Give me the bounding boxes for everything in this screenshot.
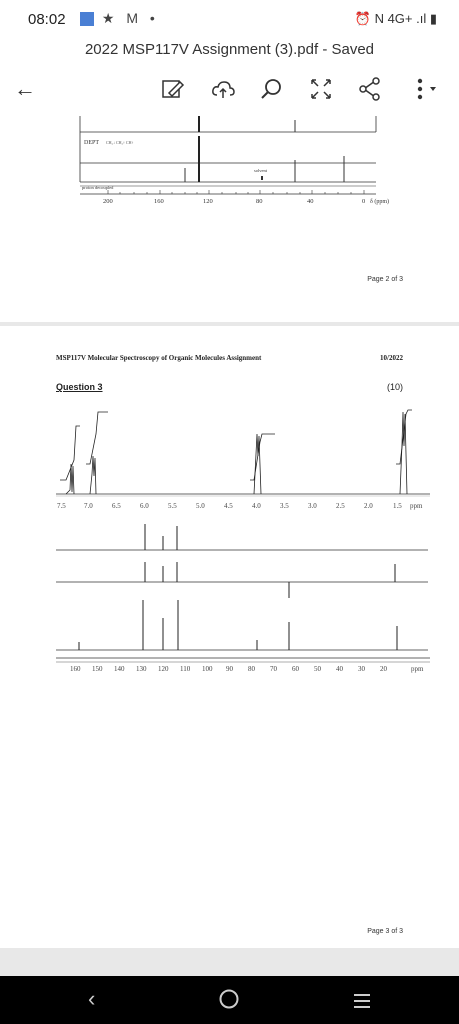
- h-tick-4.5: 4.5: [224, 502, 233, 510]
- more-icon[interactable]: [410, 76, 450, 102]
- status-bar: [0, 0, 459, 36]
- h-tick-7.5: 7.5: [57, 502, 66, 510]
- share-icon[interactable]: [357, 76, 383, 102]
- edit-icon[interactable]: [160, 76, 186, 102]
- app-notification-icon: [80, 12, 94, 26]
- star-icon: ★: [101, 10, 119, 26]
- back-arrow-icon[interactable]: ←: [14, 76, 36, 101]
- home-nav-icon[interactable]: [218, 988, 240, 1016]
- tick-0: 0: [362, 198, 366, 205]
- dot-icon: •: [149, 10, 159, 26]
- c13-nmr-spectrum: [0, 522, 459, 682]
- tick-80: 80: [256, 198, 263, 205]
- pdf-page-3: [0, 326, 459, 948]
- cloud-upload-icon[interactable]: [210, 76, 236, 102]
- expand-icon[interactable]: [308, 76, 334, 102]
- c13-dept-spectrum: [0, 116, 459, 322]
- question-heading: Question 3: [56, 382, 103, 392]
- back-nav-icon[interactable]: ‹: [88, 986, 96, 1011]
- proton-decoupled-label: proton decoupled: [82, 185, 114, 190]
- h-tick-4.0: 4.0: [252, 502, 261, 510]
- h-tick-2.0: 2.0: [364, 502, 373, 510]
- c-tick-130: 130: [136, 665, 147, 673]
- assignment-title: MSP117V Molecular Spectroscopy of Organic Molecules Assignment: [56, 354, 262, 362]
- h-unit: ppm: [410, 502, 423, 510]
- h-tick-1.5: 1.5: [393, 502, 402, 510]
- c-tick-90: 90: [226, 665, 233, 673]
- c-tick-30: 30: [358, 665, 365, 673]
- h-tick-3.5: 3.5: [280, 502, 289, 510]
- c-tick-110: 110: [180, 665, 191, 673]
- h-tick-5.5: 5.5: [168, 502, 177, 510]
- document-title: 2022 MSP117V Assignment (3).pdf - Saved: [84, 41, 375, 58]
- page-number: Page 2 of 3: [367, 276, 403, 283]
- tick-120: 120: [203, 198, 213, 205]
- notification-icons: [80, 10, 159, 27]
- c-tick-70: 70: [270, 665, 277, 673]
- h-tick-5.0: 5.0: [196, 502, 205, 510]
- c-tick-120: 120: [158, 665, 169, 673]
- axis-unit: δ (ppm): [370, 199, 389, 205]
- question-marks: (10): [386, 382, 403, 392]
- c-tick-20: 20: [380, 665, 387, 673]
- c-tick-80: 80: [248, 665, 255, 673]
- h-tick-6.5: 6.5: [112, 502, 121, 510]
- recents-nav-icon[interactable]: [352, 990, 372, 1016]
- gmail-icon: M: [126, 10, 143, 26]
- status-time: 08:02: [28, 11, 66, 28]
- dept-label: DEPT: [84, 140, 99, 146]
- app-bar: [0, 36, 459, 117]
- assignment-date: 10/2022: [380, 354, 403, 362]
- solvent-label: solvent: [254, 168, 267, 173]
- c-tick-140: 140: [114, 665, 125, 673]
- c-tick-100: 100: [202, 665, 213, 673]
- c-tick-40: 40: [336, 665, 343, 673]
- system-nav-bar: [0, 976, 459, 1024]
- search-icon[interactable]: [259, 76, 285, 102]
- h-tick-6.0: 6.0: [140, 502, 149, 510]
- tick-160: 160: [154, 198, 164, 205]
- tick-200: 200: [103, 198, 113, 205]
- system-status-icons: ⏰ N 4G+ .ıl ▮: [354, 11, 437, 26]
- h-tick-2.5: 2.5: [336, 502, 345, 510]
- c-tick-160: 160: [70, 665, 81, 673]
- c-tick-50: 50: [314, 665, 321, 673]
- dept-sub-label: CH₃↓ CH₂↑ CH↑: [106, 140, 134, 145]
- h-tick-3.0: 3.0: [308, 502, 317, 510]
- h1-nmr-spectrum: [0, 404, 459, 524]
- c-tick-60: 60: [292, 665, 299, 673]
- pdf-page-2: [0, 116, 459, 322]
- tick-40: 40: [307, 198, 314, 205]
- c-tick-150: 150: [92, 665, 103, 673]
- h-tick-7.0: 7.0: [84, 502, 93, 510]
- c-unit: ppm: [411, 665, 424, 673]
- page-number: Page 3 of 3: [367, 928, 403, 935]
